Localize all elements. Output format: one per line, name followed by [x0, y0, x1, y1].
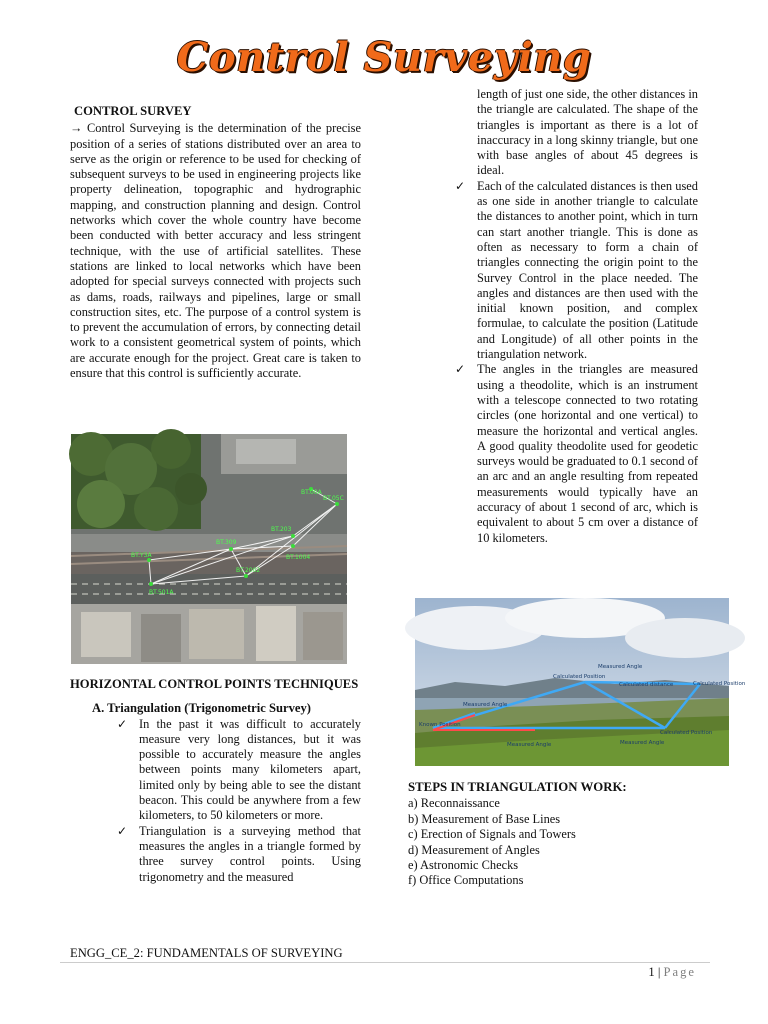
- diagram-label-calculated-position-2: Calculated Position: [693, 681, 746, 687]
- diagram-label-calculated-position-1: Calculated Position: [553, 674, 606, 680]
- triangulation-steps: [408, 780, 708, 889]
- aerial-label-1: BT.309: [216, 539, 237, 546]
- checkmark-icon: ✓: [117, 716, 128, 731]
- page-number-separator: |: [657, 965, 661, 979]
- right-column: [455, 87, 698, 546]
- diagram-label-measured-angle-bottom: Measured Angle: [507, 742, 552, 748]
- footer-divider: [60, 962, 710, 963]
- aerial-label-5: BT.1004: [286, 554, 311, 561]
- triangulation-subheading: A. Triangulation (Trigonometric Survey): [92, 701, 311, 716]
- left-column: [70, 104, 361, 381]
- aerial-label-6: BT.2002: [236, 567, 261, 574]
- step-item: a) Reconnaissance: [408, 796, 500, 811]
- checkmark-icon: ✓: [455, 362, 466, 377]
- step-item: c) Erection of Signals and Towers: [408, 827, 576, 842]
- checkmark-icon: ✓: [455, 178, 466, 193]
- aerial-label-7: BT.501A: [149, 589, 174, 596]
- bullet-3: [455, 179, 698, 363]
- checkmark-icon: ✓: [117, 823, 128, 838]
- aerial-photo-graphic: [71, 434, 347, 664]
- diagram-label-calculated-position-3: Calculated Position: [660, 730, 713, 736]
- bullet-2-text: Triangulation is a surveying method that measures the angles in a triangle formed by three survey control points. Using trigonometry and the measured: [139, 823, 361, 884]
- horizontal-techniques-section: [70, 677, 361, 885]
- step-item: f) Office Computations: [408, 873, 524, 888]
- diagram-label-calculated-distance: Calculated distance: [619, 682, 674, 688]
- control-survey-paragraph: → Control Surveying is the determination of the precise position of a series of stations distributed over an area to serve as the origin or reference to be used for checking of subsequent surveys to be used in engineering projects like property delineation, topographic and hydrographic mapping, and construction planning and design. Control networks which cover the whole country have become been conducted with better accuracy and less stringent technique, with the use of artificial satellites. These stations are linked to local networks which have been adopted for special surveys connected with projects such as dams, roads, railways and pipelines, large or small construction sites, etc. The purpose of a control system is to prevent the accumulation of errors, by connecting detail work to a consistent geometrical system of points, which are accurate enough for the project. Great care is taken to ensure that this control is sufficiently accurate.: [70, 121, 361, 381]
- diagram-label-measured-angle-left: Measured Angle: [463, 702, 508, 708]
- horizontal-heading: HORIZONTAL CONTROL POINTS TECHNIQUES: [70, 677, 359, 691]
- document-title: Control Surveying: [176, 34, 592, 81]
- control-survey-heading: CONTROL SURVEY: [74, 104, 192, 118]
- page-number-value: 1: [648, 965, 655, 979]
- bullet-4-text: The angles in the triangles are measured using a theodolite, which is an instrument with a telescope connected to two rotating circles (one horizontal and one vertical) to measure the horizontal and vertical angles. A good quality theodolite used for geodetic surveys would be graduated to 0.1 second of an arc and an angle resulting from repeated measurements would typically have an accuracy of about 1 second of arc, which is equivalent to about 5 cm over a distance of 10 kilometers.: [477, 362, 698, 545]
- bullet-4: [455, 362, 698, 546]
- diagram-label-measured-angle-right: Measured Angle: [620, 740, 665, 746]
- bullet-1-text: In the past it was difficult to accurately measure very long distances, but it was possible to accurately measure the angles between points many kilometers apart, limited only by being able to see the distant beacon. This could be anywhere from a few kilometers, to 50 kilometers or more.: [139, 716, 361, 823]
- steps-heading: STEPS IN TRIANGULATION WORK:: [408, 780, 627, 794]
- triangulation-bullets: [70, 717, 361, 885]
- diagram-label-known-position: Known Position: [419, 722, 461, 728]
- step-item: b) Measurement of Base Lines: [408, 811, 561, 826]
- aerial-label-3: BT.203: [271, 526, 292, 533]
- step-item: d) Measurement of Angles: [408, 842, 540, 857]
- step-item: e) Astronomic Checks: [408, 858, 519, 873]
- aerial-survey-photo: [71, 434, 347, 664]
- bullet-2: [117, 824, 361, 885]
- footer-course-title: ENGG_CE_2: FUNDAMENTALS OF SURVEYING: [70, 946, 343, 960]
- aerial-label-4: BT.05C: [323, 495, 344, 502]
- bullet-3-text: Each of the calculated distances is then used as one side in another triangle to calculate the distances to another point, which in turn can start another triangle. This is done as often as necessary to form a chain of triangles connecting the origin point to the Survey Control in the place needed. The angles and distances are then used with the initial known position, and complex formulae, to calculate the position (Latitude and Longitude) of all other points in the triangulation network.: [477, 178, 698, 362]
- bullet-2-continued: length of just one side, the other distances in the triangle are calculated. The shape of the triangles is important as there is a lot of inaccuracy in a long skinny triangle, but one with base angles of about 45 degrees is ideal.: [477, 87, 698, 178]
- aerial-label-0: BT.Y3A: [131, 552, 152, 559]
- page-label: Page: [663, 965, 696, 979]
- page-number: [648, 965, 696, 980]
- aerial-label-2: BT.00A: [301, 489, 322, 496]
- triangulation-diagram-photo: [415, 598, 746, 766]
- triangulation-diagram-graphic: [415, 598, 746, 766]
- bullet-1: [117, 717, 361, 824]
- diagram-label-measured-angle-top: Measured Angle: [598, 664, 643, 670]
